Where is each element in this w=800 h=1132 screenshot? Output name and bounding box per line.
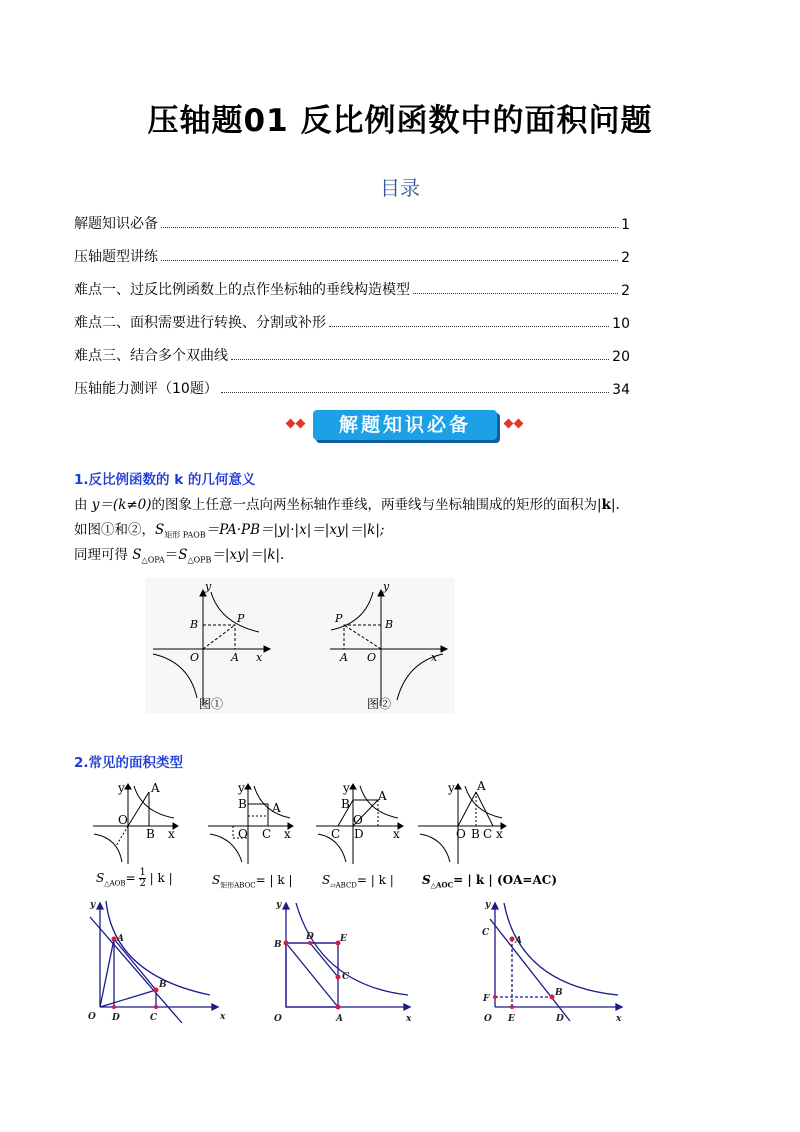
label-c: C (262, 827, 272, 841)
text: 的图象上任意一点向两坐标轴作垂线，两垂线与坐标轴围成的矩形的面积为| (151, 497, 602, 513)
label-y: y (383, 580, 390, 593)
area-symbol: S (322, 873, 331, 887)
toc-item-page: 34 (612, 382, 630, 398)
diagram-rectangle-bdec (283, 903, 410, 1010)
label-o: O (456, 827, 466, 841)
toc-item-label: 压轴能力测评（10题） (74, 381, 218, 397)
label-o: O (367, 651, 377, 664)
label-x: x (496, 827, 503, 841)
point-d (112, 1005, 116, 1009)
subscript: ▱ABCD (330, 881, 357, 890)
toc-item-page: 2 (621, 250, 630, 266)
text: = (125, 871, 136, 885)
label-x: x (256, 651, 263, 664)
area-symbol: S (155, 522, 165, 538)
point-f (493, 995, 497, 999)
numerator: 1 (139, 867, 146, 878)
subscript: 矩形ABOC (220, 881, 256, 890)
label-o: O (484, 1014, 492, 1024)
text: ＝ (164, 547, 179, 563)
label-c: C (342, 972, 350, 982)
point-c (154, 1005, 158, 1009)
label-x: x (220, 1012, 226, 1022)
area-symbol: S (178, 547, 188, 563)
figure-1-caption: 图① (199, 697, 224, 711)
toc-item-label: 难点一、过反比例函数上的点作坐标轴的垂线构造模型 (74, 282, 410, 298)
area-type-diagrams (88, 778, 528, 868)
toc-item-label: 解题知识必备 (74, 216, 158, 232)
equation: ＝PA·PB＝|y|·|x|＝|xy|＝|k|; (205, 522, 385, 538)
equation: ＝|xy|＝|k|. (211, 547, 285, 563)
label-b: B (146, 827, 155, 841)
label-a: A (336, 1014, 343, 1024)
toc-item-page: 10 (612, 316, 630, 332)
table-of-contents (74, 200, 630, 398)
text: = | k | (255, 873, 293, 887)
toc-item[interactable] (74, 200, 630, 233)
label-b: B (471, 827, 480, 841)
toc-item-label: 难点二、面积需要进行转换、分割或补形 (74, 315, 326, 331)
label-x: x (616, 1014, 622, 1024)
label-b: B (341, 797, 350, 811)
label-y: y (448, 781, 455, 795)
label-a: A (272, 801, 281, 815)
toc-item[interactable] (74, 365, 630, 398)
diamond-icon (504, 419, 514, 429)
label-x: x (406, 1014, 412, 1024)
label-b: B (274, 940, 282, 950)
label-o: O (190, 651, 200, 664)
label-a: A (117, 934, 124, 944)
equation: y＝(k≠0) (91, 497, 152, 513)
label-b: B (238, 797, 247, 811)
text: 同理可得 (74, 547, 133, 563)
label-b: B (385, 618, 394, 631)
label-c: C (482, 928, 490, 938)
diagram-triangle-aob (90, 901, 218, 1023)
toc-item-page: 1 (621, 217, 630, 233)
point-a (336, 1005, 341, 1010)
toc-item[interactable] (74, 299, 630, 332)
banner-pill (313, 410, 497, 440)
label-y: y (238, 781, 245, 795)
point-b (284, 941, 289, 946)
label-d: D (354, 827, 364, 841)
label-o: O (353, 813, 363, 827)
label-c: C (331, 827, 341, 841)
area-type-triangle-aob (93, 784, 178, 864)
toc-leader-dots (161, 227, 618, 228)
label-p: P (237, 612, 245, 625)
diamond-icon (296, 419, 306, 429)
label-b: B (190, 618, 199, 631)
toc-leader-dots (231, 359, 609, 360)
area-symbol: S (132, 547, 142, 563)
fraction (139, 868, 145, 889)
label-d: D (306, 932, 314, 942)
diagram-triangle-cde (490, 903, 622, 1021)
label-d: D (112, 1013, 120, 1023)
label-a: A (340, 651, 348, 664)
text: | k | (149, 871, 173, 885)
point-c (336, 975, 341, 980)
point-a (510, 937, 515, 942)
formula-aoc (422, 873, 557, 889)
toc-item-label: 难点三、结合多个双曲线 (74, 348, 228, 364)
toc-item[interactable] (74, 332, 630, 365)
label-y: y (485, 900, 491, 910)
label-e: E (340, 934, 347, 944)
label-y: y (118, 781, 125, 795)
toc-item-page: 2 (621, 283, 630, 299)
label-x: x (168, 827, 175, 841)
label-y: y (276, 900, 282, 910)
label-c: C (483, 827, 493, 841)
text: = | k | (356, 873, 394, 887)
label-o: O (118, 813, 128, 827)
toc-leader-dots (221, 392, 609, 393)
label-x: x (431, 651, 438, 664)
label-y: y (90, 900, 96, 910)
label-a: A (378, 789, 387, 803)
label-y: y (343, 781, 350, 795)
label-a: A (231, 651, 239, 664)
area-symbol: S (96, 871, 105, 885)
label-c: C (150, 1013, 158, 1023)
label-a: A (477, 779, 486, 793)
label-b: B (159, 980, 167, 990)
text: = | k | (OA=AC) (453, 873, 558, 887)
toc-leader-dots (329, 326, 609, 327)
formula-aob (96, 868, 173, 889)
point-e (510, 1005, 514, 1009)
subscript: △AOC (430, 880, 454, 890)
subscript: △OPB (187, 555, 212, 565)
area-type-triangle-aoc (418, 784, 506, 864)
subscript: 矩形 PAOB (164, 530, 206, 540)
label-p: P (335, 612, 343, 625)
label-x: x (284, 827, 291, 841)
subscript: △AOB (104, 879, 126, 888)
formula-abcd (322, 873, 394, 889)
denominator: 2 (139, 878, 146, 889)
toc-leader-dots (161, 260, 618, 261)
k-symbol: k (601, 497, 611, 513)
toc-item[interactable] (74, 233, 630, 266)
toc-item-label: 压轴题型讲练 (74, 249, 158, 265)
point-b (154, 988, 159, 993)
section-heading-area-types: 2.常见的面积类型 (74, 755, 184, 771)
label-o: O (88, 1012, 96, 1022)
text: |. (610, 497, 620, 513)
figures-k-meaning (145, 578, 455, 713)
point-b (550, 995, 555, 1000)
banner-label: 解题知识必备 (338, 414, 471, 436)
section-banner (285, 408, 525, 442)
label-o: O (238, 827, 248, 841)
figure-background (145, 578, 455, 713)
label-d: D (556, 1014, 564, 1024)
label-e: E (508, 1014, 515, 1024)
label-a: A (515, 936, 522, 946)
text: 由 (74, 497, 92, 513)
figure-2-caption: 图② (367, 697, 392, 711)
label-o: O (274, 1014, 282, 1024)
area-type-rectangle-aboc (208, 784, 293, 864)
label-x: x (393, 827, 400, 841)
label-y: y (205, 580, 212, 593)
paragraph-line-1 (74, 493, 734, 518)
label-b: B (555, 988, 563, 998)
paragraph-line-3 (74, 543, 734, 573)
page-title: 压轴题01 反比例函数中的面积问题 (147, 103, 653, 139)
label-a: A (151, 781, 160, 795)
area-example-diagrams (70, 895, 630, 1035)
text: 如图①和②， (74, 522, 155, 538)
subscript: △OPA (141, 555, 165, 565)
formula-aboc (212, 873, 293, 890)
toc-heading: 目录 (380, 176, 420, 200)
toc-leader-dots (413, 293, 618, 294)
section-heading-k-meaning: 1.反比例函数的 k 的几何意义 (74, 472, 256, 488)
diamond-icon (514, 419, 524, 429)
diamond-icon (286, 419, 296, 429)
toc-item[interactable] (74, 266, 630, 299)
point-a (112, 937, 117, 942)
area-symbol: S (422, 873, 431, 887)
toc-item-page: 20 (612, 349, 630, 365)
area-symbol: S (212, 873, 221, 887)
label-f: F (483, 994, 490, 1004)
